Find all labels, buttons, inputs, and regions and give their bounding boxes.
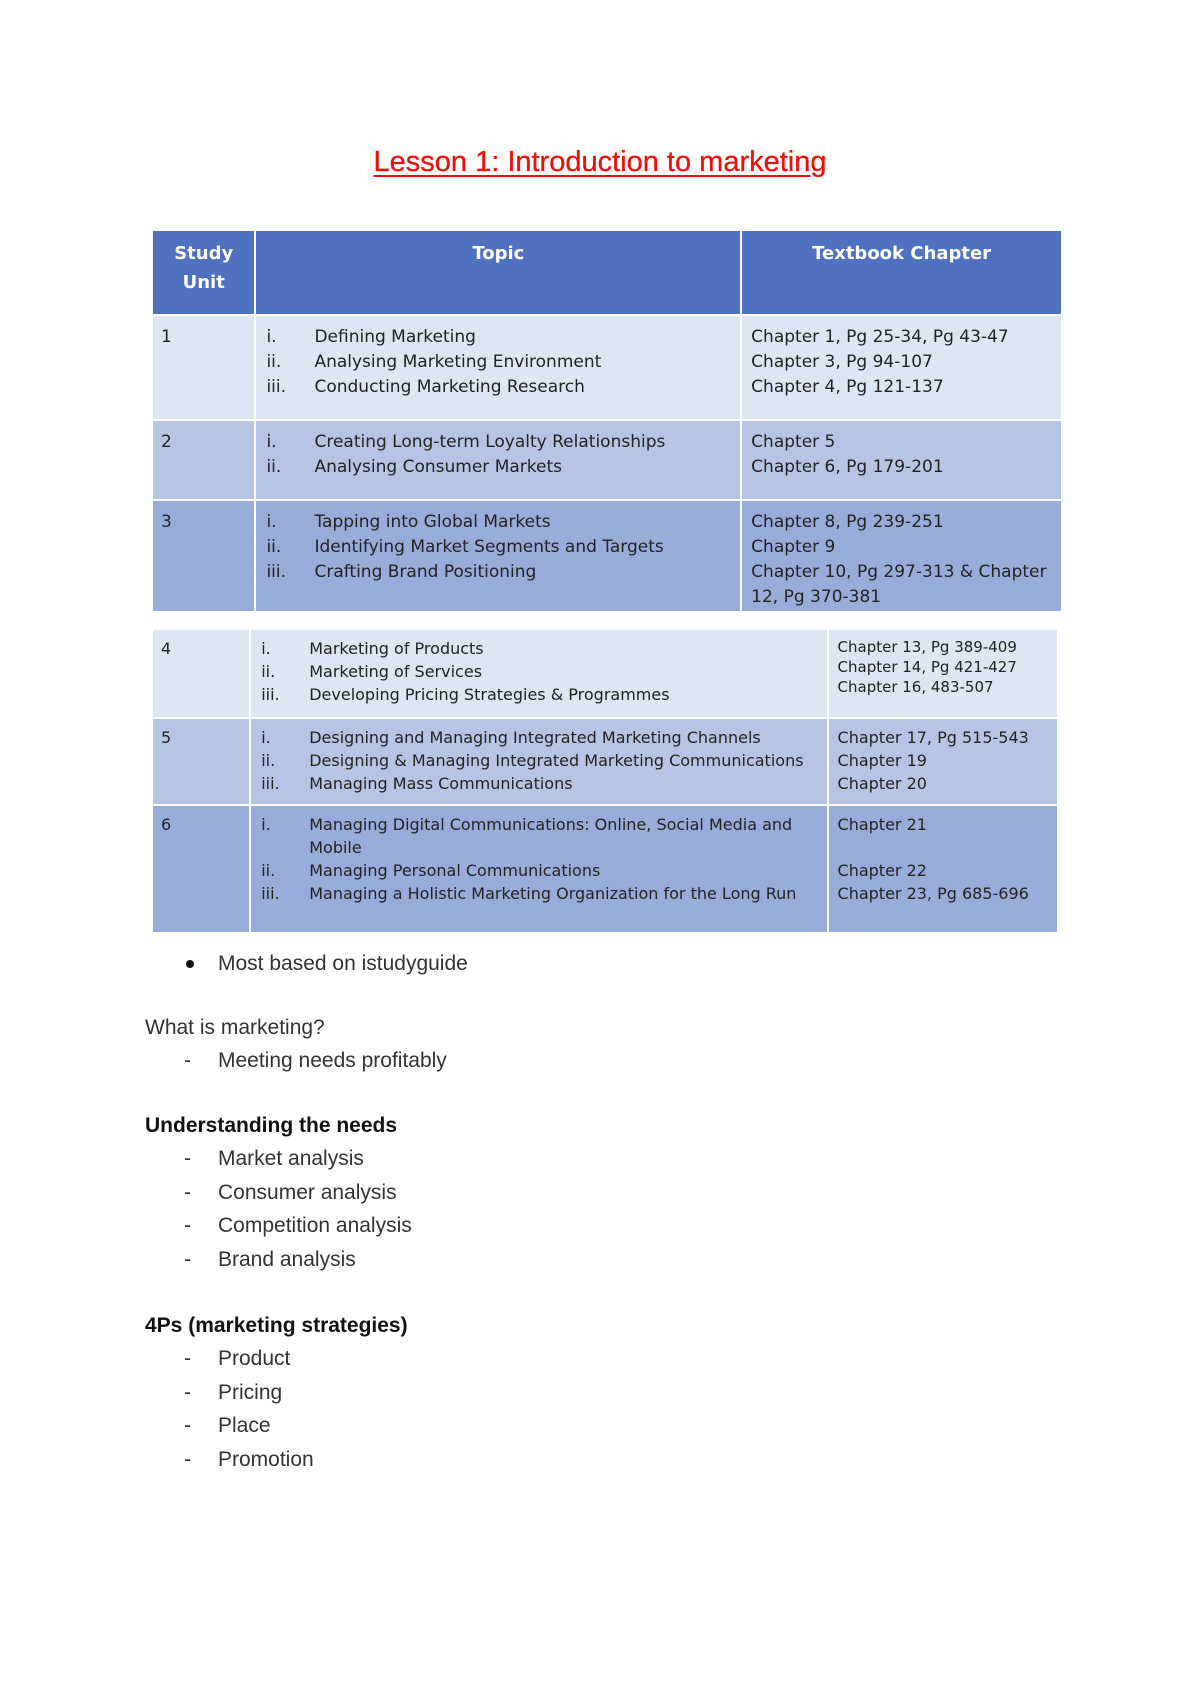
topic-item: i. Marketing of Products bbox=[261, 639, 484, 658]
list-item: Consumer analysis bbox=[218, 1181, 397, 1204]
section-heading-4ps: 4Ps (marketing strategies) bbox=[145, 1314, 408, 1337]
study-unit-table-part-2 bbox=[153, 630, 1057, 934]
unit-number: 2 bbox=[153, 420, 255, 500]
chapter-cell: Chapter 5 Chapter 6, Pg 179-201 bbox=[741, 420, 1061, 500]
chapter-cell: Chapter 17, Pg 515-543 Chapter 19 Chapter 20 bbox=[828, 718, 1057, 805]
list-item: Promotion bbox=[218, 1448, 314, 1471]
topic-cell bbox=[250, 805, 827, 933]
dash-icon: - bbox=[184, 1049, 191, 1072]
list-item: Place bbox=[218, 1414, 271, 1437]
answer-text: Meeting needs profitably bbox=[218, 1049, 447, 1072]
dash-icon: - bbox=[184, 1448, 191, 1471]
topic-item: i. Defining Marketing bbox=[266, 327, 476, 347]
question-text: What is marketing? bbox=[145, 1016, 325, 1039]
note-bullet-text: Most based on istudyguide bbox=[218, 952, 468, 975]
topic-cell bbox=[250, 630, 827, 718]
topic-item: iii. Managing Mass Communications bbox=[261, 774, 573, 793]
table-row bbox=[153, 630, 1057, 718]
chapter-cell: Chapter 21 Chapter 22 Chapter 23, Pg 685-696 bbox=[828, 805, 1057, 933]
topic-cell bbox=[250, 718, 827, 805]
list-item: Product bbox=[218, 1347, 291, 1370]
header-textbook-chapter: Textbook Chapter bbox=[741, 231, 1061, 315]
header-topic: Topic bbox=[255, 231, 741, 315]
bullet-icon bbox=[186, 960, 194, 968]
dash-icon: - bbox=[184, 1248, 191, 1271]
topic-cell bbox=[255, 315, 741, 420]
topic-item: iii. Crafting Brand Positioning bbox=[266, 562, 537, 582]
topic-item: ii. Analysing Consumer Markets bbox=[266, 457, 562, 477]
topic-item: i. Designing and Managing Integrated Marketing Channels bbox=[261, 728, 761, 747]
dash-icon: - bbox=[184, 1181, 191, 1204]
dash-icon: - bbox=[184, 1147, 191, 1170]
topic-item: ii. Marketing of Services bbox=[261, 662, 483, 681]
unit-number: 1 bbox=[153, 315, 255, 420]
study-unit-table-part-1 bbox=[153, 231, 1061, 613]
unit-number: 3 bbox=[153, 500, 255, 612]
topic-item: iii. Managing a Holistic Marketing Organization for the Long Run bbox=[261, 884, 797, 903]
table-row bbox=[153, 805, 1057, 933]
list-item: Pricing bbox=[218, 1381, 283, 1404]
dash-icon: - bbox=[184, 1347, 191, 1370]
list-item: Brand analysis bbox=[218, 1248, 356, 1271]
topic-item: i. Creating Long-term Loyalty Relationships bbox=[266, 432, 666, 452]
topic-item: ii. Identifying Market Segments and Targets bbox=[266, 537, 664, 557]
table-row bbox=[153, 420, 1061, 500]
list-item: Market analysis bbox=[218, 1147, 364, 1170]
topic-item: i. Managing Digital Communications: Online, Social Media and Mobile bbox=[261, 815, 793, 857]
section-heading-needs: Understanding the needs bbox=[145, 1114, 398, 1137]
chapter-cell: Chapter 8, Pg 239-251 Chapter 9 Chapter 10, Pg 297-313 & Chapter 12, Pg 370-381 bbox=[741, 500, 1061, 612]
topic-item: ii. Analysing Marketing Environment bbox=[266, 352, 602, 372]
page-title: Lesson 1: Introduction to marketing bbox=[373, 146, 827, 178]
topic-item: ii. Managing Personal Communications bbox=[261, 861, 601, 880]
header-study-unit: Study Unit bbox=[153, 231, 255, 315]
unit-number: 5 bbox=[153, 718, 250, 805]
topic-item: i. Tapping into Global Markets bbox=[266, 512, 551, 532]
table-row bbox=[153, 315, 1061, 420]
dash-icon: - bbox=[184, 1381, 191, 1404]
table-row bbox=[153, 500, 1061, 612]
chapter-cell: Chapter 13, Pg 389-409 Chapter 14, Pg 421-427 Chapter 16, 483-507 bbox=[828, 630, 1057, 718]
topic-cell bbox=[255, 420, 741, 500]
dash-icon: - bbox=[184, 1214, 191, 1237]
chapter-cell: Chapter 1, Pg 25-34, Pg 43-47 Chapter 3, Pg 94-107 Chapter 4, Pg 121-137 bbox=[741, 315, 1061, 420]
dash-icon: - bbox=[184, 1414, 191, 1437]
topic-item: ii. Designing & Managing Integrated Marketing Communications bbox=[261, 751, 804, 770]
topic-item: iii. Conducting Marketing Research bbox=[266, 377, 585, 397]
table-row bbox=[153, 718, 1057, 805]
list-item: Competition analysis bbox=[218, 1214, 412, 1237]
unit-number: 4 bbox=[153, 630, 250, 718]
table-header-row bbox=[153, 231, 1061, 315]
topic-cell bbox=[255, 500, 741, 612]
unit-number: 6 bbox=[153, 805, 250, 933]
topic-item: iii. Developing Pricing Strategies & Programmes bbox=[261, 685, 670, 704]
